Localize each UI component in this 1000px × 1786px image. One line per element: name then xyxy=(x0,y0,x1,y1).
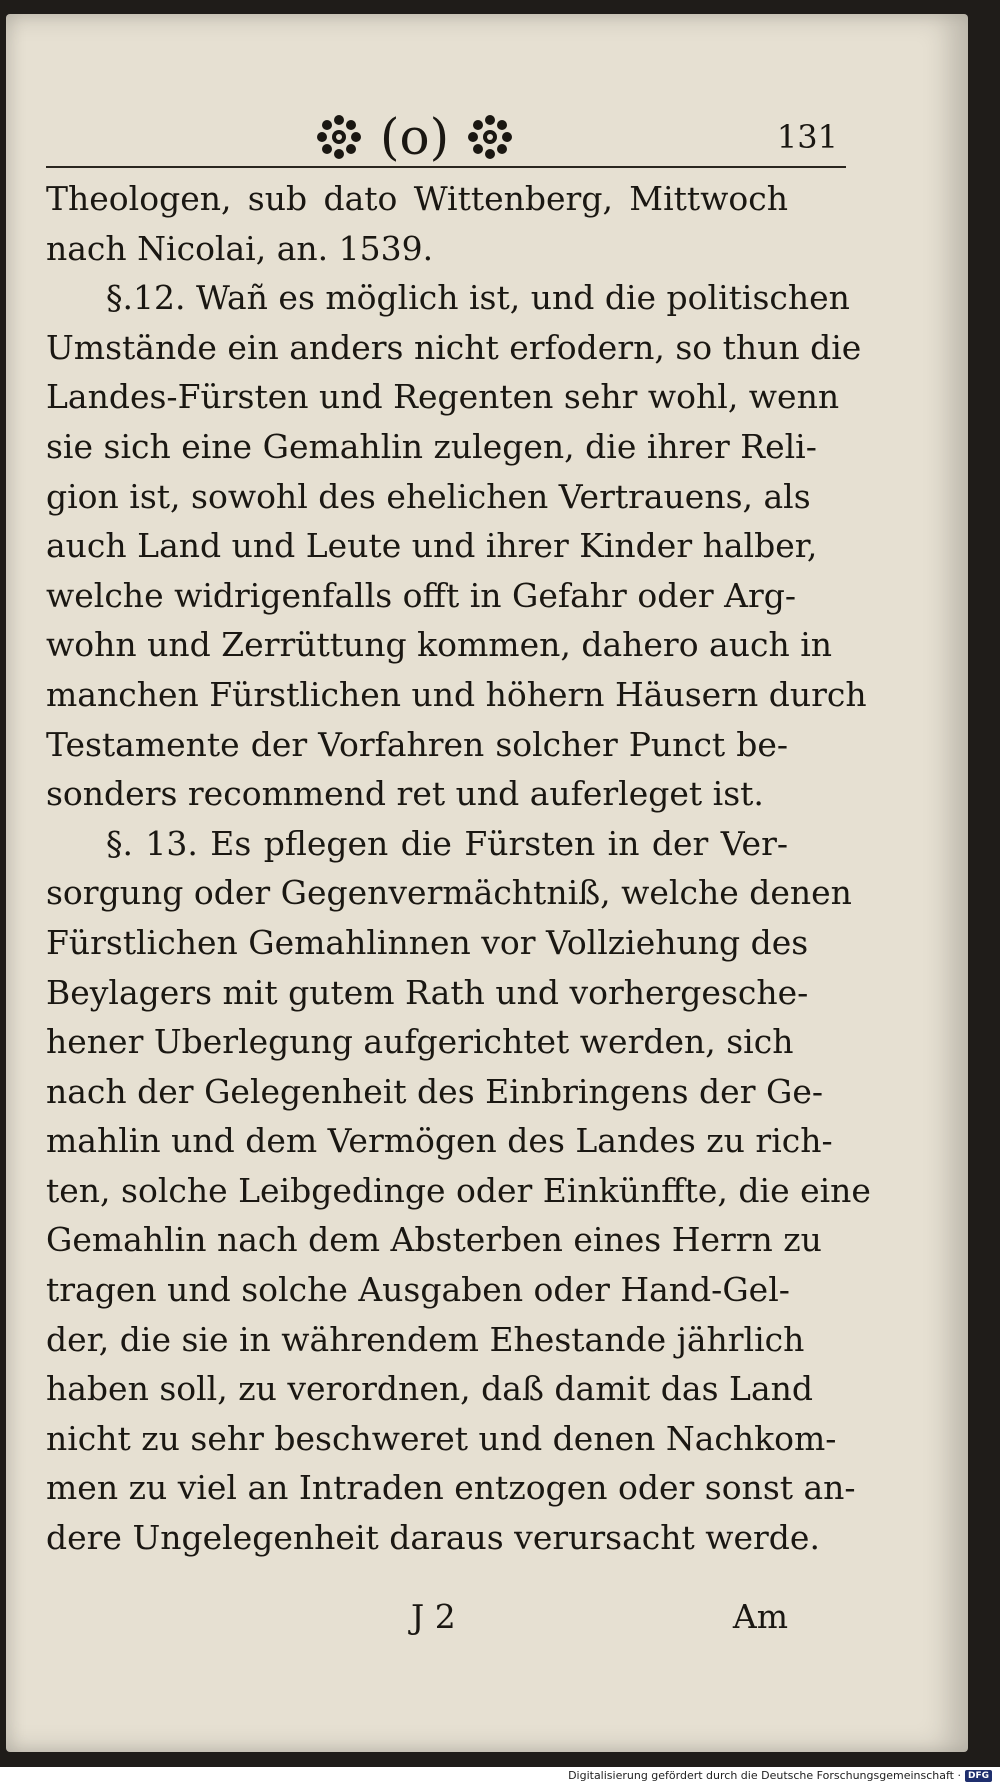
text-line: auch Land und Leute und ihrer Kinder halber, xyxy=(46,526,818,566)
text-line: Landes-Fürsten und Regenten sehr wohl, wenn xyxy=(46,377,840,417)
text-line: sie sich eine Gemahlin zulegen, die ihrer Reli- xyxy=(46,426,817,466)
text-line: tragen und solche Ausgaben oder Hand-Gel- xyxy=(46,1270,790,1310)
text-line: mahlin und dem Vermögen des Landes zu rich- xyxy=(46,1121,833,1161)
text-line: §. 13. Es pflegen die Fürsten in der Ver- xyxy=(106,823,788,863)
dfg-logo-icon: DFG xyxy=(965,1770,992,1782)
text-line: haben soll, zu verordnen, daß damit das Land xyxy=(46,1369,813,1409)
text-line: Umstände ein anders nicht erfodern, so thun die xyxy=(46,327,862,367)
text-line: Gemahlin nach dem Absterben eines Herrn zu xyxy=(46,1220,822,1260)
text-line: §.12. Wañ es möglich ist, und die politischen xyxy=(106,278,850,318)
text-line: ten, solche Leibgedinge oder Einkünffte, die eine xyxy=(46,1170,871,1210)
text-line: der, die sie in währendem Ehestande jährlich xyxy=(46,1319,805,1359)
text-line: Beylagers mit gutem Rath und vorhergesche- xyxy=(46,972,809,1012)
header-mark: (o) xyxy=(380,108,450,166)
text-line: men zu viel an Intraden entzogen oder sonst an- xyxy=(46,1468,856,1508)
text-line: Testamente der Vorfahren solcher Punct be- xyxy=(46,724,788,764)
page-header xyxy=(46,108,886,174)
text-line: dere Ungelegenheit daraus verursacht werde. xyxy=(46,1518,820,1558)
text-line: hener Uberlegung aufgerichtet werden, sich xyxy=(46,1022,794,1062)
text-line: nach Nicolai, an. 1539. xyxy=(46,228,434,268)
page-number: 131 xyxy=(776,118,838,156)
flower-ornament-icon xyxy=(316,114,362,160)
credit-bar xyxy=(0,1767,1000,1786)
header-ornament-group xyxy=(316,108,513,166)
catchword: Am xyxy=(732,1597,788,1636)
text-line: wohn und Zerrüttung kommen, dahero auch in xyxy=(46,625,833,665)
text-line: sonders recommend ret und auferleget ist. xyxy=(46,774,764,814)
text-line: manchen Fürstlichen und höhern Häusern durch xyxy=(46,674,867,714)
signature-mark: J 2 xyxy=(411,1597,456,1636)
text-line: nach der Gelegenheit des Einbringens der Ge- xyxy=(46,1071,824,1111)
text-line: sorgung oder Gegenvermächtniß, welche denen xyxy=(46,873,852,913)
credit-text: Digitalisierung gefördert durch die Deutsche Forschungsgemeinschaft · xyxy=(568,1769,961,1782)
text-line: welche widrigenfalls offt in Gefahr oder Arg- xyxy=(46,575,796,615)
text-line: nicht zu sehr beschweret und denen Nachkom- xyxy=(46,1418,837,1458)
page-footer xyxy=(46,1597,788,1647)
book-page xyxy=(6,14,968,1752)
header-rule xyxy=(46,166,846,168)
text-line: Fürstlichen Gemahlinnen vor Vollziehung des xyxy=(46,922,809,962)
body-text xyxy=(46,174,871,1563)
flower-ornament-icon xyxy=(467,114,513,160)
credit-line xyxy=(568,1769,992,1782)
text-line: Theologen, sub dato Wittenberg, Mittwoch xyxy=(46,179,788,218)
text-line: gion ist, sowohl des ehelichen Vertrauens, als xyxy=(46,476,811,516)
